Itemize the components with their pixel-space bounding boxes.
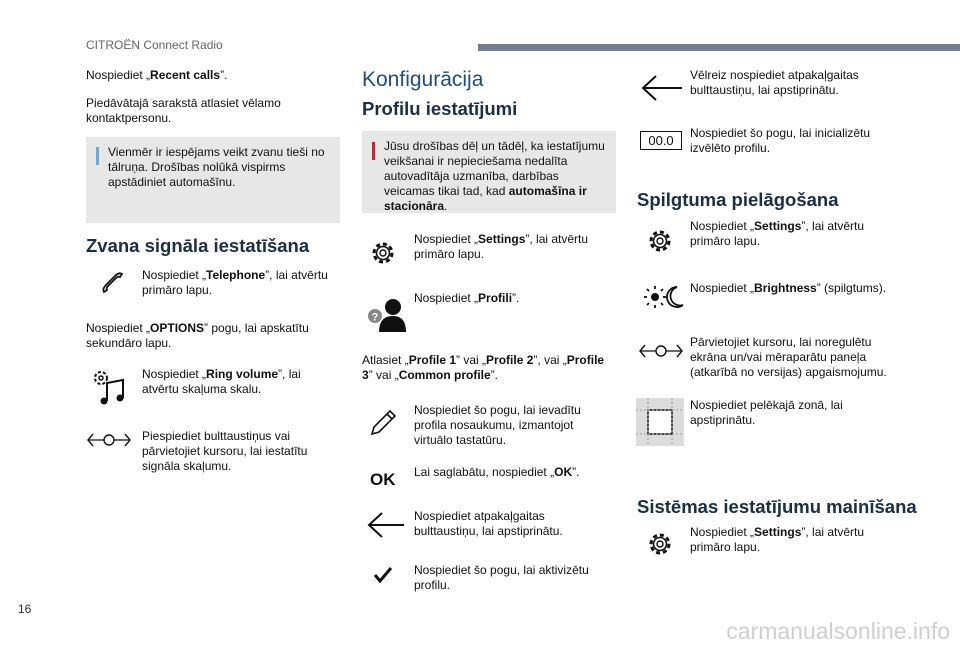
back-confirm-step: Nospiediet atpakaļgaitas bulttaustiņu, lai apstiprinātu. <box>414 509 563 538</box>
brightness-step: Nospiediet „Brightness” (spilgtums). <box>690 281 887 295</box>
pencil-icon <box>368 406 400 438</box>
ok-icon: OK <box>370 470 396 489</box>
ring-volume-step: Nospiediet „Ring volume”, lai atvērtu skaļuma skalu. <box>142 367 301 396</box>
checkmark-icon <box>374 567 392 583</box>
slider-icon <box>638 341 684 361</box>
gear-icon <box>645 226 675 256</box>
reset-profile-step: Nospiediet šo pogu, lai inicializētu izvēlēto profilu. <box>690 126 871 155</box>
gear-icon <box>368 238 398 268</box>
info-note <box>86 137 340 223</box>
select-profile-text: Atlasiet „Profile 1” vai „Profile 2”, vai „Profile 3” vai „Common profile”. <box>362 353 605 382</box>
select-contact-text: Piedāvātajā sarakstā atlasiet vēlamo kontaktpersonu. <box>86 96 281 125</box>
section-heading-profiles: Profilu iestatījumi <box>362 98 518 119</box>
options-text: Nospiediet „OPTIONS” pogu, lai apskatītu sekundāro lapu. <box>86 321 309 350</box>
confirm-gray-zone-step: Nospiediet pelēkajā zonā, lai apstiprinātu. <box>690 398 843 427</box>
section-heading-brightness: Spilgtuma pielāgošana <box>637 189 839 210</box>
system-settings-step: Nospiediet „Settings”, lai atvērtu primāro lapu. <box>690 525 865 554</box>
warning-note-text: Jūsu drošības dēļ un tādēļ, ka iestatījumu veikšanai ir nepieciešama nedalīta autovadītāja uzmanība, darbības veicamas tikai tad, kad automašīna ir stacionāra. <box>384 139 605 213</box>
telephone-step: Nospiediet „Telephone”, lai atvērtu primāro lapu. <box>142 268 328 297</box>
header-bar <box>478 44 960 51</box>
phone-icon <box>98 268 128 298</box>
warning-bar-icon <box>372 142 375 160</box>
name-profile-step: Nospiediet šo pogu, lai ievadītu profila nosaukumu, izmantojot virtuālo tastatūru. <box>414 403 581 447</box>
gray-zone-icon <box>636 398 684 446</box>
back-confirm-again-step: Vēlreiz nospiediet atpakaļgaitas bulttaustiņu, lai apstiprinātu. <box>690 68 859 97</box>
brightness-icon <box>643 283 685 311</box>
save-step: Lai saglabātu, nospiediet „OK”. <box>414 465 580 479</box>
profile-icon <box>366 296 406 332</box>
adjust-brightness-step: Pārvietojiet kursoru, lai noregulētu ekrāna un/vai mēraparātu paneļa (atkarībā no versijas) apgaismojumu. <box>690 335 887 379</box>
activate-profile-step: Nospiediet šo pogu, lai aktivizētu profilu. <box>414 563 589 592</box>
info-note-text: Vienmēr ir iespējams veikt zvanu tieši no tālruņa. Drošības nolūkā vispirms apstādiniet automašīnu. <box>108 145 325 189</box>
header-title: CITROËN Connect Radio <box>86 38 223 52</box>
section-heading-ringtone: Zvana signāla iestatīšana <box>86 235 310 256</box>
brightness-settings-step: Nospiediet „Settings”, lai atvērtu primāro lapu. <box>690 219 865 248</box>
reset-profile-icon: 00.0 <box>640 131 682 150</box>
page-title: Konfigurācija <box>362 68 484 91</box>
warning-note <box>362 131 616 213</box>
section-heading-system: Sistēmas iestatījumu mainīšana <box>637 496 917 517</box>
profiles-step: Nospiediet „Profili”. <box>414 291 520 305</box>
watermark: carmanualsonline.info <box>726 618 950 644</box>
page-number: 16 <box>18 602 32 616</box>
gear-icon <box>645 529 675 559</box>
svg-text:?: ? <box>371 311 379 324</box>
slider-icon <box>86 430 132 450</box>
gear-music-icon <box>90 367 130 407</box>
back-arrow-icon <box>640 73 684 103</box>
ring-volume-adjust-step: Piespiediet bulttaustiņus vai pārvietojiet kursoru, lai iestatītu signāla skaļumu. <box>142 429 308 473</box>
settings-step: Nospiediet „Settings”, lai atvērtu primāro lapu. <box>414 232 589 261</box>
back-arrow-icon <box>366 510 406 540</box>
info-bar-icon <box>96 147 99 165</box>
recent-calls-text: Nospiediet „Recent calls”. <box>86 68 228 82</box>
